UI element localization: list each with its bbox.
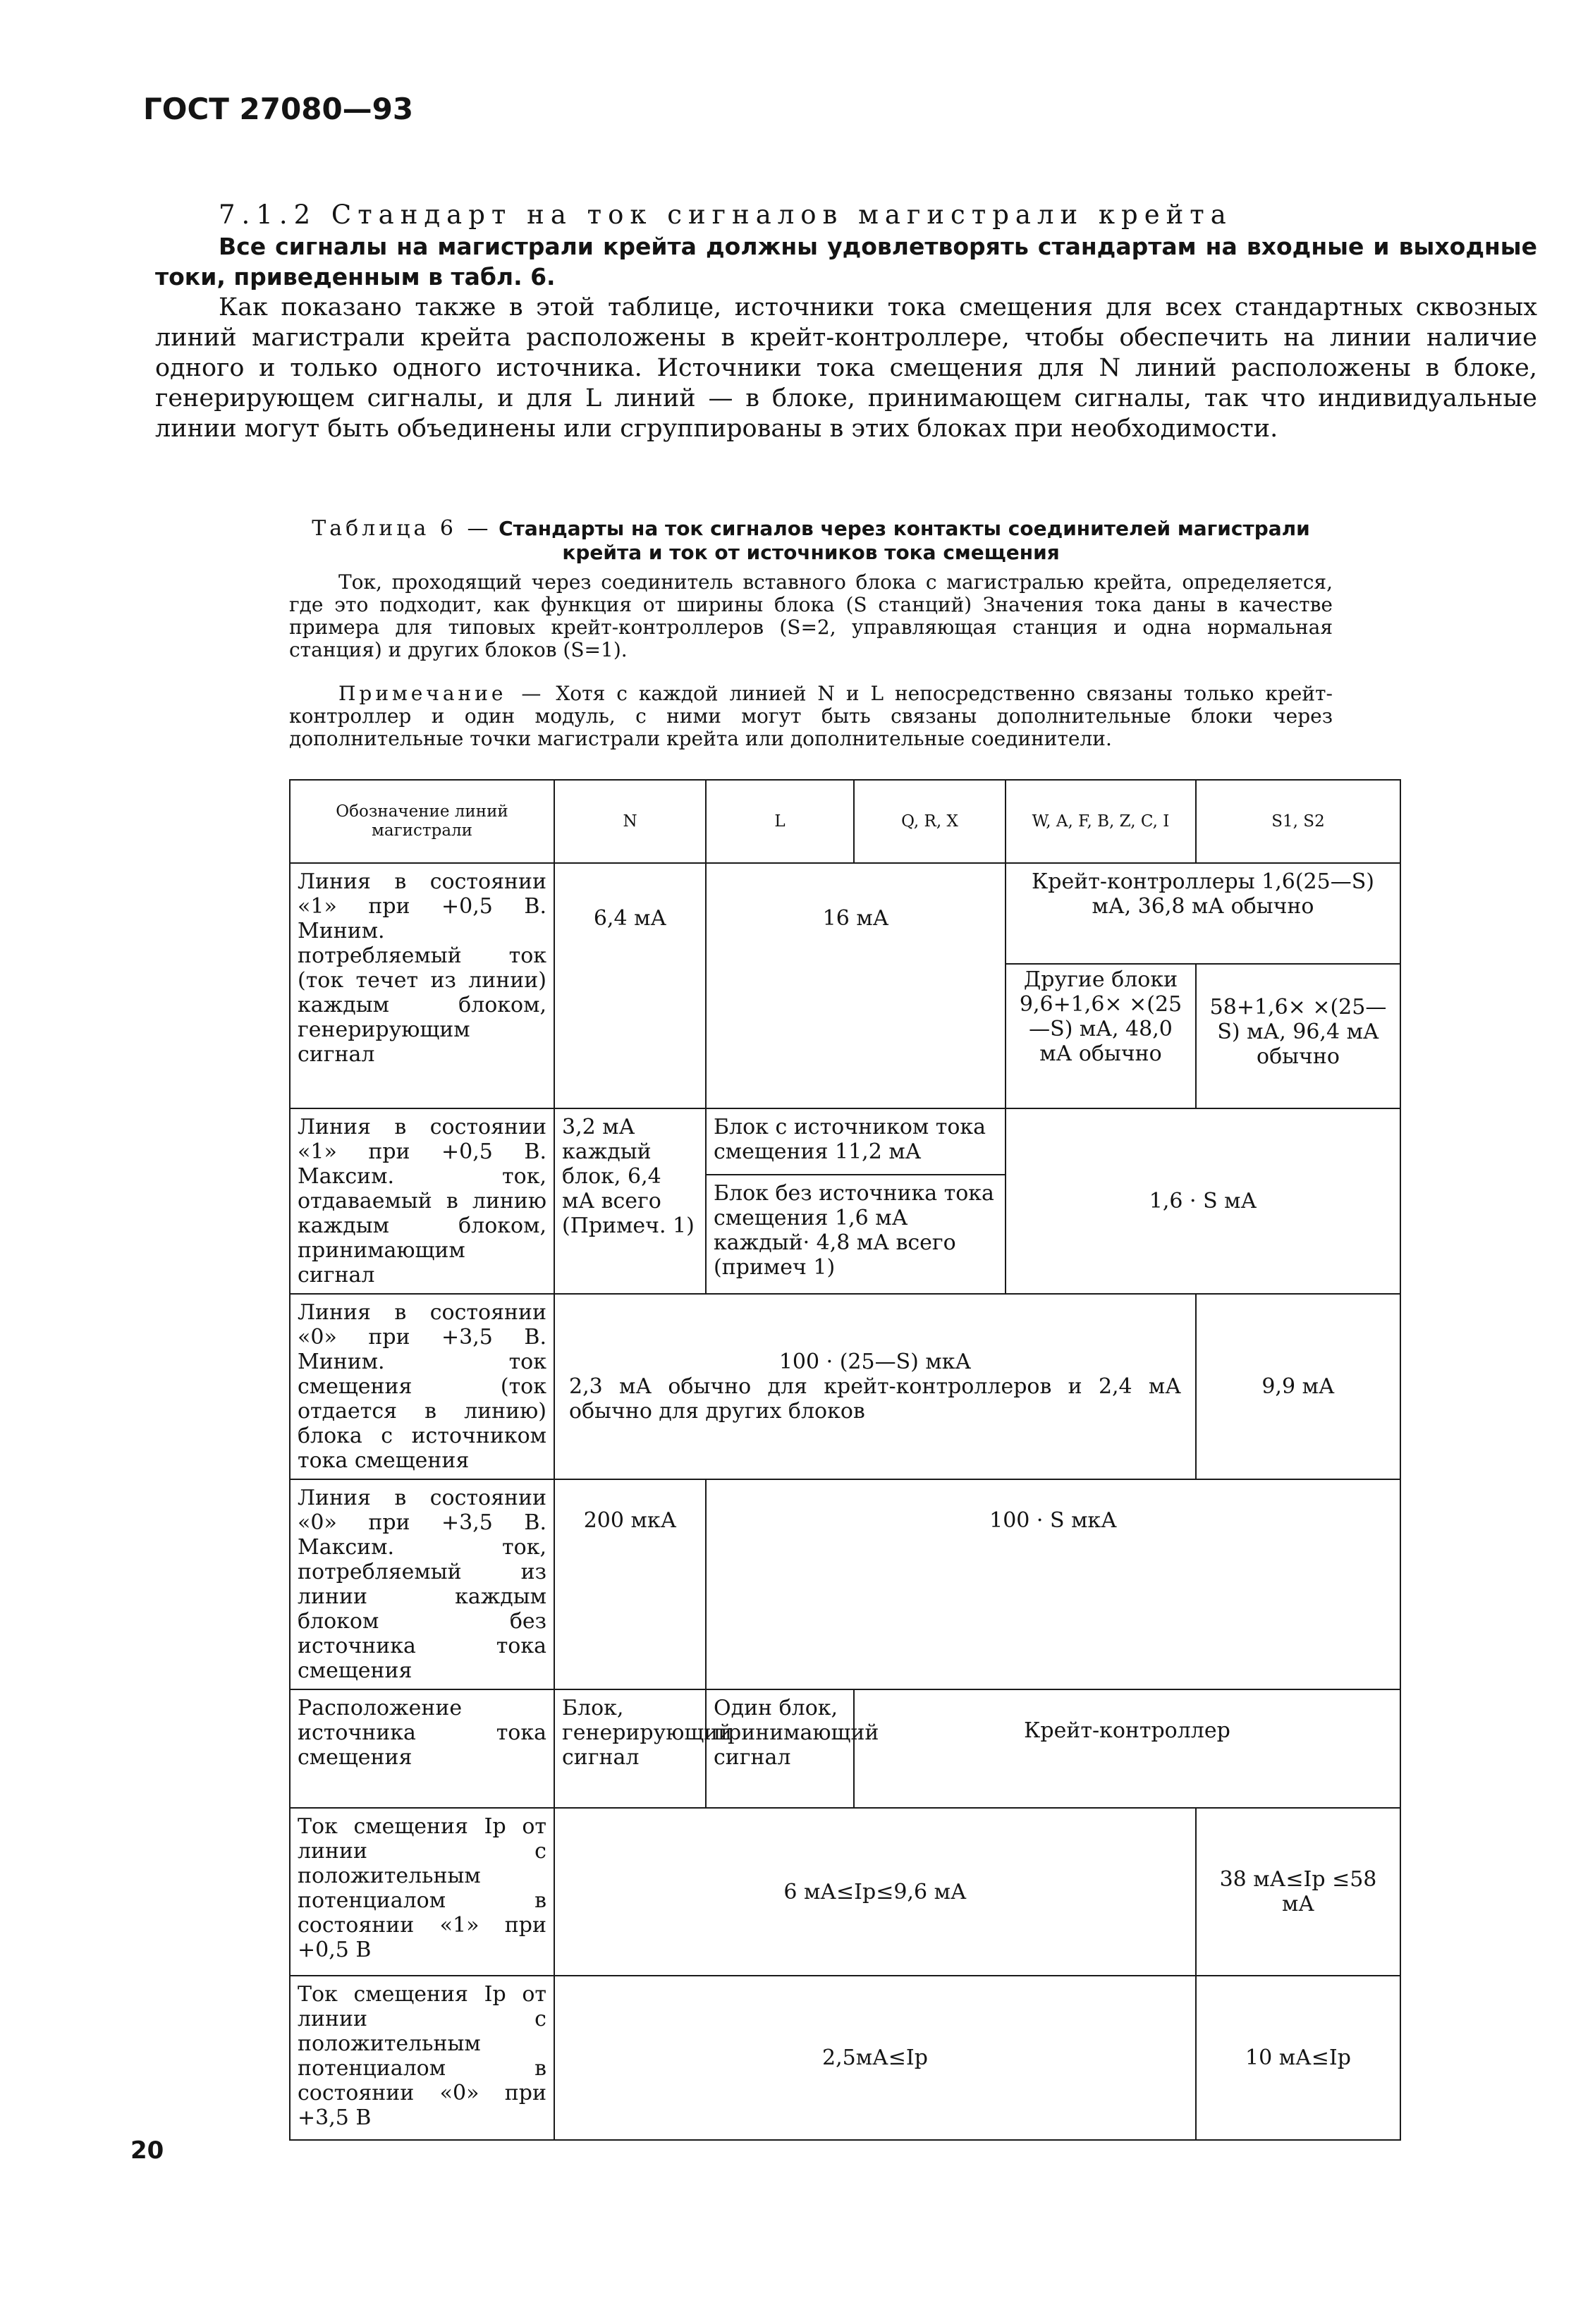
row1-l-qrx: 16 мА xyxy=(706,863,1006,1108)
header-qrx: Q, R, X xyxy=(854,780,1006,863)
header-lines: Обозначение линий магистрали xyxy=(290,780,554,863)
row6-label: Ток смещения Iр от линии с положительным потенциалом в состоянии «1» при +0,5 В xyxy=(290,1808,554,1976)
header-wafb: W, A, F, B, Z, C, I xyxy=(1006,780,1196,863)
table-intro: Ток, проходящий через соединитель вставного блока с магистралью крейта, определяется, где это подходит, как функция от ширины блока (S станций) Значения тока даны в качестве примера для типовых крейт-контроллеров (S=2, управляющая станция и одна нормальная станция) и других блоков (S=1). xyxy=(289,570,1333,661)
page-number: 20 xyxy=(130,2136,164,2165)
row2-n: 3,2 мА каждый блок, 6,4 мА всего (Примеч. 1) xyxy=(554,1108,706,1294)
header-s1s2: S1, S2 xyxy=(1196,780,1400,863)
header-n: N xyxy=(554,780,706,863)
table-row xyxy=(290,1808,1400,1976)
table-row xyxy=(290,863,1400,964)
row1-label: Линия в состоянии «1» при +0,5 В. Миним. потребляемый ток (ток течет из линии) каждым блоком, генерирующим сигнал xyxy=(290,863,554,1108)
row1-other-title: Другие блоки xyxy=(1023,967,1178,992)
row2-rest: 1,6 · S мА xyxy=(1006,1108,1400,1294)
document-code: ГОСТ 27080—93 xyxy=(143,92,414,126)
table-note-text: Хотя с каждой линией N и L непосредственно связаны только крейт-контроллер и один модуль, с ними могут быть связаны дополнительные блоки через дополнительные точки магистрали крейта или дополнительные соединители. xyxy=(289,682,1333,750)
row7-label: Ток смещения Iр от линии с положительным потенциалом в состоянии «0» при +3,5 В xyxy=(290,1976,554,2140)
row5-n: Блок, генерирующий сигнал xyxy=(554,1689,706,1808)
section-title: 7.1.2 Стандарт на ток сигналов магистрали крейта xyxy=(219,200,1233,230)
row1-other-wafb-value: 9,6+1,6× ×(25—S) мА, 48,0 мА обычно xyxy=(1019,992,1182,1066)
row3-main xyxy=(554,1294,1196,1479)
table-caption xyxy=(296,517,1326,565)
row7-s1s2: 10 мА≤Iр xyxy=(1196,1976,1400,2140)
row3-text: 2,3 мА обычно для крейт-контроллеров и 2,4 мА обычно для других блоков xyxy=(569,1374,1181,1424)
row1-crate-controllers: Крейт-контроллеры 1,6(25—S) мА, 36,8 мА обычно xyxy=(1006,863,1400,964)
table-caption-title: Стандарты на ток сигналов через контакты соединителей магистрали крейта и ток от источников тока смещения xyxy=(499,517,1310,564)
row2-label: Линия в состоянии «1» при +0,5 В. Максим. ток, отдаваемый в линию каждым блоком, принимающим сигнал xyxy=(290,1108,554,1294)
row1-n: 6,4 мА xyxy=(554,863,706,1108)
row2-l-with-source: Блок с источником тока смещения 11,2 мА xyxy=(706,1108,1006,1175)
row4-n: 200 мкА xyxy=(554,1479,706,1689)
row5-l: Один блок, принимающий сигнал xyxy=(706,1689,854,1808)
row4-rest: 100 · S мкА xyxy=(706,1479,1400,1689)
current-standards-table xyxy=(289,779,1401,2141)
row3-formula: 100 · (25—S) мкА xyxy=(778,1350,972,1374)
row6-s1s2: 38 мА≤Iр ≤58 мА xyxy=(1196,1808,1400,1976)
row6-main: 6 мА≤Iр≤9,6 мА xyxy=(554,1808,1196,1976)
table-row xyxy=(290,1108,1400,1175)
table-caption-label: Таблица 6 — xyxy=(312,516,492,541)
table-row xyxy=(290,1976,1400,2140)
table-row xyxy=(290,1479,1400,1689)
row3-s1s2: 9,9 мА xyxy=(1196,1294,1400,1479)
row4-label: Линия в состоянии «0» при +3,5 В. Максим. ток, потребляемый из линии каждым блоком без источника тока смещения xyxy=(290,1479,554,1689)
section-body-paragraph: Как показано также в этой таблице, источники тока смещения для всех стандартных сквозных линий магистрали крейта расположены в крейт-контроллере, чтобы обеспечить на линии наличие одного и только одного источника. Источники тока смещения для N линий расположены в блоке, генерирующем сигналы, и для L линий — в блоке, принимающем сигналы, так что индивидуальные линии могут быть объединены или сгруппированы в этих блоках при необходимости. xyxy=(155,293,1537,443)
table-row xyxy=(290,1689,1400,1808)
row2-l-without-source: Блок без источника тока смещения 1,6 мА каждый· 4,8 мА всего (примеч 1) xyxy=(706,1175,1006,1294)
table-row xyxy=(290,1294,1400,1479)
section-bold-paragraph: Все сигналы на магистрали крейта должны удовлетворять стандартам на входные и выходные токи, приведенным в табл. 6. xyxy=(155,233,1537,290)
row3-label: Линия в состоянии «0» при +3,5 В. Миним. ток смещения (ток отдается в линию) блока с источником тока смещения xyxy=(290,1294,554,1479)
table-header-row xyxy=(290,780,1400,863)
table-note-label: Примечание — xyxy=(338,682,545,705)
table-note xyxy=(289,683,1333,750)
row5-label: Расположение источника тока смещения xyxy=(290,1689,554,1808)
header-l: L xyxy=(706,780,854,863)
row5-rest: Крейт-контроллер xyxy=(854,1689,1400,1808)
row1-other-wafb xyxy=(1006,964,1196,1108)
row1-other-s1s2: 58+1,6× ×(25—S) мА, 96,4 мА обычно xyxy=(1196,964,1400,1108)
row7-main: 2,5мА≤Iр xyxy=(554,1976,1196,2140)
